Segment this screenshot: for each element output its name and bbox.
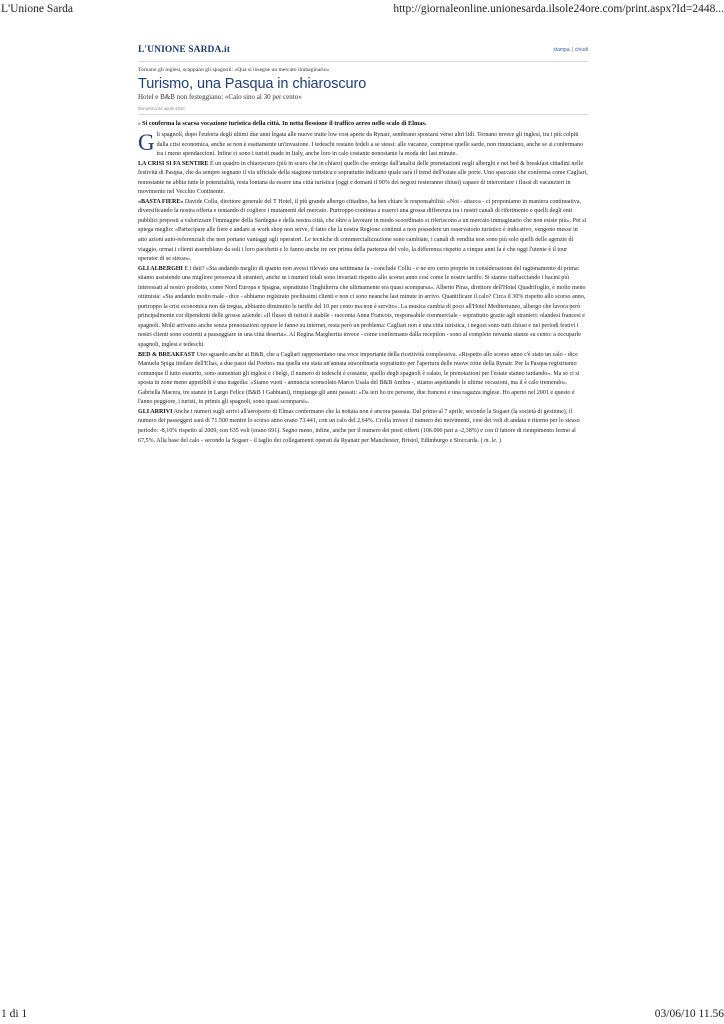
paragraph-fiere [138, 198, 588, 265]
section-heading: BED & BREAKFAST [138, 351, 196, 358]
article-body [138, 131, 588, 446]
page-url: http://giornaleonline.unionesarda.ilsole24ore.com/print.aspx?Id=2448... [393, 3, 724, 15]
print-tools [553, 47, 588, 53]
paragraph-text: È un quadro in chiaroscuro (più in scuro che in chiaro) quello che emerge dall'analisi delle prenotazioni negli alberghi e nei bed & breakfast cittadini nelle festività di Pasqua, che da sempre segnano il via ufficiale della stagione turistica e soprattutto indicano quale sarà il trend dell'estate alle porte. Uno spaccato che conferma come Cagliari, nonostante ne abbia tutte le potenzialità, resta lontana da essere una città turistica (oggi e domani il 90% dei negozi resteranno chiusi) capace di intercettare i flussi di vacanzieri in movimento nel Vecchio Continente. [138, 160, 588, 196]
paragraph-alberghi [138, 265, 588, 351]
section-heading: GLI ALBERGHI [138, 265, 183, 272]
paragraph-bnb [138, 351, 588, 408]
page-title: L'Unione Sarda [1, 3, 74, 15]
article-title: Turismo, una Pasqua in chiaroscuro [138, 76, 367, 92]
closing-paren: ) [498, 437, 501, 444]
print-link[interactable]: stampa [553, 47, 570, 53]
print-datetime: 03/06/10 11.56 [654, 1008, 724, 1020]
section-heading: «BASTA FIERE» [138, 198, 184, 205]
article [138, 44, 588, 446]
paragraph-text: Uno sguardo anche ai B&B, che a Cagliari rappresentano una voce importante della ricettività complessiva. «Rispetto allo scorso anno c'è stato un calo - dice Manuela Spiga titolare dell'Elias, a due passi dal Poetto» ma quella era stata un'annata straordinaria soprattutto per l'apertura delle nuove rotte della Rynair. Per la Pasqua registriamo comunque il tutto esaurito, sono aumentati gli inglesi e i belgi, il numero di tedeschi è costante, quello degli spagnoli è calato, le prenotazioni per l'estate stanno tardando». Ma se ci si sposta in zone meno appetibili è una tragedia: «Siamo vuoti - annuncia sconsolato Marco Usala del B&B Ambra -, stiamo aspettando le ultime occasioni, ma il è calo tremendo». Gabriella Macera, tre stanze in Largo Felice (B&B I Gabbiani), rimpiange gli anni passati: «Da ieri ho tre persone, due francesi e una ragazza inglese. Ho aperto nel 2001 e questo è l'anno peggiore, i turisti, in primis gli spagnoli, sono quasi scomparsi». [138, 351, 580, 406]
masthead [138, 44, 588, 62]
article-kicker: Tornano gli inglesi, scappano gli spagnoli: «Qua si insegue un mercato immaginario» [138, 67, 330, 73]
article-subtitle: Hotel e B&B non festeggiano: «Calo sino al 30 per cento» [138, 93, 302, 101]
drop-cap: G [138, 130, 155, 155]
article-date: Domenica 04 aprile 2010 [138, 106, 588, 115]
paragraph-intro [138, 131, 588, 160]
brand-logo[interactable]: L'UNIONE SARDA.it [138, 45, 230, 55]
paragraph-text: Davide Collu, direttore generale del T Hotel, il più grande albergo cittadino, ha ben chiare le responsabilità: «Noi - attacca - ci proponiamo in maniera continuativa, diversificando la nostra offerta e tentando di cogliere i mutamenti del mercato. Purtroppo continua a esserci una grossa differenza tra i nostri canali di riferimento e quelli degli enti pubblici preposti a valorizzare l'immagine della Sardegna e della nostra città, che oltre a lavorare in modo scoordinato si riferiscono a un mercato immaginario che non esiste più». Poi si spiega meglio: «Partecipare alle fiere e andare ai work shop non serve, il fatto che la nostra Regione continui a non possedere un osservatorio turistico è indicativo, vengono messe in atto azioni auto-referenziali che non portano vantaggi agli operatori. Le tecniche di commercializzazione sono cambiate, i canali di vendita non sono più solo quelli delle agenzie di viaggio, ormai i clienti assemblano da soli i loro pacchetti e lo fanno anche tre ore prima della partenza del volo, la differenza rispetto a cinque anni fa è che oggi l'utente è il tour operator di se stesso». [138, 198, 587, 263]
author-initials: m. le. [482, 437, 499, 444]
section-heading: GLI ARRIVI [138, 408, 173, 415]
paragraph-crisis [138, 160, 588, 198]
page-count: 1 di 1 [1, 1008, 28, 1020]
print-header [0, 0, 724, 16]
paragraph-arrivi [138, 408, 588, 446]
paragraph-text: E i dati? «Sta andando meglio di quanto non avessi rilevato una settimana fa - conclude Collu - e ne ero certo proprio in considerazione del ragionamento di prima: stiamo assistendo una migliore presenza di stranieri, anche se i numeri totali sono invariati rispetto allo scorso anno così come le nostre tariffe. Si stanno riaffacciando i bacini più interessati al nostro prodotto, come Nord Europa e Spagna, soprattutto l'Inghilterra che ultimamente era quasi scomparsa». Alberto Piras, direttore dell'Hotel Quadrifoglio, è molto meno ottimista: «Sta andando molto male - dice - abbiamo registrato pochissimi clienti e non ci sono neanche last minute in arrivo. Quantificare il calo? Circa il 30% rispetto allo scorso anno, purtroppo la crisi economica non dà tregua, abbiamo diminuito le tariffe del 10 per cento ma non è servito». La musica cambia di poco all'Hotel Mediterraneo, albergo che lavora però principalmente coi dipendenti delle grosse aziende: «Il flusso di turisti è stabile - racconta Anna Francois, responsabile commerciale - soprattutto grazie agli stranieri: olandesi francesi e spagnoli. Molti arrivano anche senza prenotazioni oppure le fanno su internet, resta però un problema: Cagliari non è una città turistica, i negozi sono tutti chiusi e nei periodi festivi i nostri clienti sono costretti a passeggiare in una città deserta». Al Regina Margherita invece - come confermano dalla reception - sono al completo novanta stanze su cento: a occuparle spagnoli, inglesi e tedeschi. [138, 265, 586, 349]
close-link[interactable]: chiudi [574, 47, 588, 53]
article-abstract [138, 120, 588, 127]
tools-separator: | [571, 47, 573, 53]
print-footer [0, 1008, 724, 1024]
paragraph-text: Anche i numeri sugli arrivi all'aeroporto di Elmas confermano che la nottata non è ancora passata. Dal primo al 7 aprile, secondo la Sogaer (la società di gestione), il numero dei passeggeri sarà di 71.500 mentre lo scorso anno erano 73.441, con un calo del 2,64%. Crolla invece il numero dei movimenti, cioè dei voli di andata e ritorno per lo stesso periodo: -8,10% rispetto al 2009, con 635 voli (erano 691). Segno meno, infine, anche per il numero dei posti offerti (106.000 pari a -2,38%) e con il fattore di riempimento fermo al 67,5%. Alla base del calo - secondo la Sogaer - il taglio dei collegamenti operati da Ryanair per Manchester, Bristol, Edimburgo e Stoccarda. ( [138, 408, 580, 444]
paragraph-text: li spagnoli, dopo l'euforia degli ultimi due anni legata alle nuove tratte low cost aperte da Rynair, sembrano spostarsi verso altri lidi. Tornano invece gli inglesi, tra i più colpiti dalla crisi economica, anche se non è esattamente un'invasione. I tedeschi restano fedeli a se stessi: alle vacanze, comprese quelle sarde, non rinunciano, anche se si confermano tra i meno spendaccioni. Infine ci sono i turisti made in Italy, anche loro in calo costante nonostante la moda dei last minute. [156, 132, 584, 158]
section-heading: LA CRISI SI FA SENTIRE [138, 160, 209, 167]
abstract-arrow-icon: » [138, 121, 141, 127]
abstract-text: Si conferma la scarsa vocazione turistica della città. In netta flessione il traffico aereo nello scalo di Elmas. [142, 120, 427, 127]
